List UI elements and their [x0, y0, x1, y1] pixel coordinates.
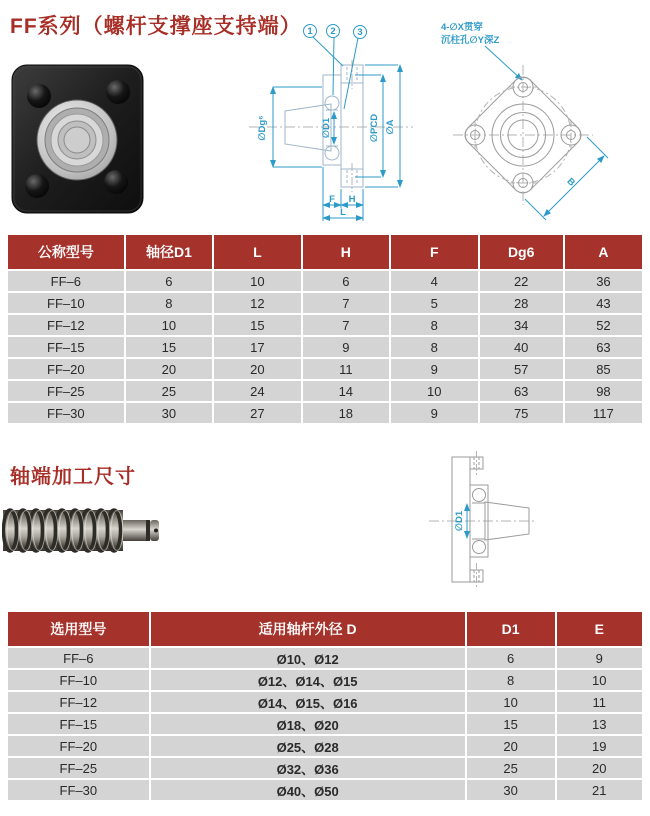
- svg-text:∅D1: ∅D1: [454, 510, 465, 532]
- cell: 9: [303, 337, 389, 357]
- cell: 25: [467, 758, 555, 778]
- cell: 40: [480, 337, 563, 357]
- svg-text:1: 1: [307, 26, 313, 37]
- column-header: A: [565, 235, 642, 269]
- cell: Ø12、Ø14、Ø15: [151, 670, 465, 690]
- column-header: 适用轴杆外径 D: [151, 612, 465, 646]
- svg-text:3: 3: [357, 27, 363, 38]
- cell: Ø18、Ø20: [151, 714, 465, 734]
- column-header: E: [557, 612, 642, 646]
- cell: 22: [480, 271, 563, 291]
- svg-text:∅Dg⁶: ∅Dg⁶: [257, 115, 268, 141]
- table-row: [8, 758, 642, 778]
- cell: FF–20: [8, 359, 124, 379]
- cell: 30: [126, 403, 212, 423]
- drawing-front-view: [428, 16, 628, 228]
- header-row: [8, 612, 642, 646]
- hole-note-line2: 沉柱孔∅Y深Z: [441, 35, 500, 46]
- cell: 6: [126, 271, 212, 291]
- cell: 8: [391, 315, 477, 335]
- cell: 24: [214, 381, 300, 401]
- cell: 12: [214, 293, 300, 313]
- column-header: 公称型号: [8, 235, 124, 269]
- cell: FF–30: [8, 780, 149, 800]
- cell: 10: [214, 271, 300, 291]
- column-header: D1: [467, 612, 555, 646]
- drawing-side-section: [243, 16, 423, 228]
- cell: 43: [565, 293, 642, 313]
- svg-text:∅PCD: ∅PCD: [369, 113, 380, 143]
- table-row: [8, 692, 642, 712]
- cell: 57: [480, 359, 563, 379]
- cell: Ø40、Ø50: [151, 780, 465, 800]
- cell: Ø25、Ø28: [151, 736, 465, 756]
- table-row: [8, 714, 642, 734]
- cell: FF–25: [8, 758, 149, 778]
- mount-hole: [27, 84, 51, 108]
- cell: Ø14、Ø15、Ø16: [151, 692, 465, 712]
- cell: 20: [557, 758, 642, 778]
- svg-text:L: L: [340, 207, 346, 218]
- mount-hole: [104, 170, 128, 194]
- cell: 13: [557, 714, 642, 734]
- dim-pcd: [355, 75, 383, 177]
- column-header: Dg6: [480, 235, 563, 269]
- cell: 11: [303, 359, 389, 379]
- cell: 5: [391, 293, 477, 313]
- cell: 17: [214, 337, 300, 357]
- cell: 27: [214, 403, 300, 423]
- cell: FF–15: [8, 714, 149, 734]
- cell: 63: [480, 381, 563, 401]
- cell: 6: [303, 271, 389, 291]
- cell: FF–10: [8, 293, 124, 313]
- cell: 28: [480, 293, 563, 313]
- balloon-2: [327, 25, 340, 96]
- cell: 9: [391, 359, 477, 379]
- cell: FF–30: [8, 403, 124, 423]
- bearing-ball: [473, 489, 486, 502]
- cell: 8: [467, 670, 555, 690]
- svg-text:∅A: ∅A: [385, 119, 396, 135]
- cell: 15: [126, 337, 212, 357]
- table-row: [8, 293, 642, 313]
- cell: FF–25: [8, 381, 124, 401]
- cell: 10: [467, 692, 555, 712]
- cell: FF–6: [8, 271, 124, 291]
- cell: 8: [126, 293, 212, 313]
- dim-b: [525, 137, 608, 220]
- cell: 10: [557, 670, 642, 690]
- product-photo-bearing-block: [8, 60, 148, 218]
- bearing-ball: [325, 96, 339, 110]
- bearing-ball: [325, 146, 339, 160]
- cell: 19: [557, 736, 642, 756]
- cell: 9: [557, 648, 642, 668]
- svg-text:2: 2: [330, 26, 336, 37]
- mount-hole: [106, 80, 130, 104]
- column-header: L: [214, 235, 300, 269]
- table-row: [8, 736, 642, 756]
- column-header: F: [391, 235, 477, 269]
- svg-text:F: F: [329, 194, 335, 205]
- table-row: [8, 381, 642, 401]
- cell: 20: [467, 736, 555, 756]
- cell: 117: [565, 403, 642, 423]
- cell: 21: [557, 780, 642, 800]
- cell: 14: [303, 381, 389, 401]
- cell: 15: [214, 315, 300, 335]
- bearing-ball: [473, 541, 486, 554]
- cell: 8: [391, 337, 477, 357]
- cell: 9: [391, 403, 477, 423]
- table-ff-dimensions: [6, 233, 644, 425]
- cell: 4: [391, 271, 477, 291]
- cell: Ø32、Ø36: [151, 758, 465, 778]
- cell: 6: [467, 648, 555, 668]
- cell: 36: [565, 271, 642, 291]
- cell: 20: [126, 359, 212, 379]
- balloon-1: [304, 25, 344, 67]
- svg-text:∅D1: ∅D1: [321, 117, 332, 139]
- cell: 98: [565, 381, 642, 401]
- column-header: 轴径D1: [126, 235, 212, 269]
- cell: 34: [480, 315, 563, 335]
- screw-machined-end: [123, 520, 149, 541]
- cell: 30: [467, 780, 555, 800]
- cell: 7: [303, 293, 389, 313]
- cell: 7: [303, 315, 389, 335]
- table-row: [8, 315, 642, 335]
- drawing-shaft-end: [425, 446, 543, 591]
- section-title-shaft-end: 轴端加工尺寸: [10, 466, 136, 488]
- cell: FF–12: [8, 315, 124, 335]
- cell: FF–12: [8, 692, 149, 712]
- column-header: H: [303, 235, 389, 269]
- table-row: [8, 359, 642, 379]
- table-row: [8, 403, 642, 423]
- cell: 52: [565, 315, 642, 335]
- bearing-bore: [64, 127, 90, 153]
- cell: 75: [480, 403, 563, 423]
- svg-text:B: B: [564, 175, 578, 189]
- page-title: FF系列（螺杆支撑座支持端）: [10, 15, 302, 38]
- table-row: [8, 337, 642, 357]
- cell: 18: [303, 403, 389, 423]
- note-leader-line: [485, 46, 522, 80]
- cell: 63: [565, 337, 642, 357]
- cell: 10: [126, 315, 212, 335]
- cell: Ø10、Ø12: [151, 648, 465, 668]
- cell: 15: [467, 714, 555, 734]
- header-row: [8, 235, 642, 269]
- table-row: [8, 271, 642, 291]
- product-photo-screw: [2, 503, 165, 558]
- cell: 85: [565, 359, 642, 379]
- cell: FF–6: [8, 648, 149, 668]
- cell: FF–20: [8, 736, 149, 756]
- table-row: [8, 648, 642, 668]
- mount-hole: [25, 174, 49, 198]
- cell: 11: [557, 692, 642, 712]
- hole-note-line1: 4-∅X贯穿: [441, 22, 483, 33]
- cell: FF–15: [8, 337, 124, 357]
- table-shaft-selection: [6, 610, 644, 802]
- cell: 20: [214, 359, 300, 379]
- table-row: [8, 670, 642, 690]
- cell: 25: [126, 381, 212, 401]
- cell: 10: [391, 381, 477, 401]
- cell: FF–10: [8, 670, 149, 690]
- svg-text:H: H: [348, 194, 356, 205]
- column-header: 选用型号: [8, 612, 149, 646]
- table-row: [8, 780, 642, 800]
